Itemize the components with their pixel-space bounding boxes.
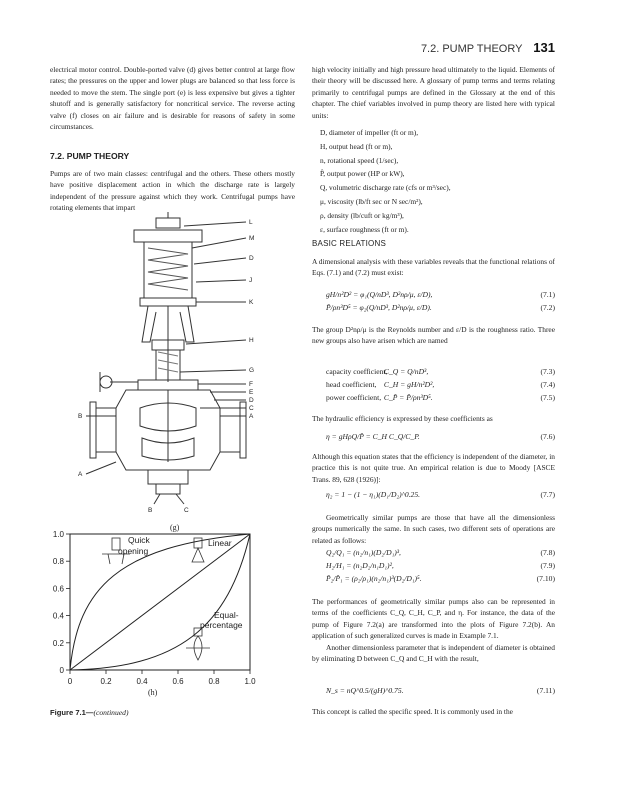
equation-7-3: capacity coefficient, C_Q = Q/nD³, (7.3) [326, 367, 555, 376]
callout-K: K [249, 299, 254, 306]
equation-7-8: Q₂/Q₁ = (n₂/n₁)(D₂/D₁)³, (7.8) [326, 548, 555, 557]
linear-plug-icon [194, 538, 202, 548]
variable-item: D, diameter of impeller (ft or m), [320, 128, 419, 137]
x-tick: 0.2 [100, 677, 112, 686]
percentage-label: percentage [200, 620, 243, 630]
y-tick: 0.2 [52, 638, 64, 648]
linear-label: Linear [208, 538, 232, 548]
left-intro-paragraph: electrical motor control. Double-ported valve (d) gives better control at large flow rates; the pressures on the upper and lower plugs are balanced so that less force is needed to move the stem. The single port (e) is less expensive but gives a tighter shutoff and is generally satisfactory for noncritical service. The reverse acting valve (f) closes on air failure and is desirable for reasons of safety in some circumstances. [50, 65, 295, 132]
y-tick: 0.8 [52, 557, 64, 567]
header-section: 7.2. PUMP THEORY [420, 43, 523, 55]
x-tick: 1.0 [244, 677, 256, 686]
y-tick: 0.4 [52, 611, 64, 621]
right-paragraph-6: Geometrically similar pumps are those that have all the dimensionless groups numerically the same. In such cases, two different sets of operations are related as follows: [312, 513, 555, 545]
right-paragraph-3: The group D²nρ/μ is the Reynolds number and ε/D is the roughness ratio. Three new groups also have arisen which are named [312, 325, 555, 346]
y-tick: 0 [59, 666, 64, 675]
variable-item: P̂, output power (HP or kW), [320, 169, 405, 179]
equation-7-4: head coefficient, C_H = gH/n²D², (7.4) [326, 380, 555, 389]
callout-A-right: A [249, 413, 254, 420]
variable-item: Q, volumetric discharge rate (cfs or m³/sec), [320, 183, 451, 193]
figure-h-flow-characteristics [38, 528, 278, 688]
equation-7-11: N_s = nQ^0.5/(gH)^0.75. (7.11) [326, 686, 555, 695]
equation-7-5: power coefficient, C_P̂ = P̂/ρn³D⁵. (7.5) [326, 393, 555, 402]
callout-H: H [249, 337, 254, 344]
x-tick: 0 [67, 677, 73, 686]
figure-caption [50, 708, 128, 717]
opening-label: opening [118, 546, 149, 556]
quick-label: Quick [128, 535, 150, 545]
x-tick: 0.8 [208, 677, 220, 686]
equation-7-10: P̂₂/P̂₁ = (ρ₂/ρ₁)(n₂/n₁)³(D₂/D₁)⁵. (7.10) [326, 574, 555, 583]
right-paragraph-1: high velocity initially and high pressure head ultimately to the liquid. Elements of their theory will be discussed here. A glossary of pump terms and terms relating primarily to centrifugal pumps are defined in the Glossary at the end of this chapter. The chief variables involved in pump theory are listed here with typical units: [312, 65, 555, 120]
equation-7-7: η₂ = 1 − (1 − η₁)(D₁/D₂)^0.25. (7.7) [326, 490, 555, 499]
callout-C: C [249, 405, 254, 412]
section-title: 7.2. PUMP THEORY [50, 151, 130, 161]
variable-item: H, output head (ft or m), [320, 141, 393, 151]
page-number: 131 [533, 40, 555, 55]
right-paragraph-4: The hydraulic efficiency is expressed by these coefficients as [312, 414, 493, 423]
figure-g-valve-drawing [60, 212, 290, 520]
left-section-paragraph: Pumps are of two main classes: centrifugal and the others. These others mostly have positive displacement action in which the discharge rate is largely independent of the pressure against which they work. Centrifugal pumps have rotating elements that impart [50, 169, 295, 213]
callout-B-bottom: B [148, 507, 153, 514]
right-paragraph-7: The performances of geometrically similar pumps also can be represented in terms of the coefficients C_Q, C_H, C_P, and η. For instance, the data of the pump of Figure 7.2(a) are transformed into the plots of Figure 7.2(b). An application of such generalized curves is made in Example 7.1. [312, 597, 555, 641]
variable-item: ε, surface roughness (ft or m). [320, 224, 409, 234]
callout-J: J [249, 277, 253, 284]
callout-C-bottom: C [184, 507, 189, 514]
variable-item: μ, viscosity (lb/ft sec or N sec/m²), [320, 196, 423, 206]
callout-E: E [249, 389, 254, 396]
callout-F: F [249, 381, 253, 388]
callout-A-left: A [78, 471, 83, 478]
equation-7-9: H₂/H₁ = (n₂D₂/n₁D₁)², (7.9) [326, 561, 555, 570]
variable-list [320, 126, 555, 236]
callout-D: D [249, 397, 254, 404]
callout-L: L [249, 219, 253, 226]
variable-item: ρ, density (lb/cuft or kg/m³), [320, 210, 404, 220]
x-tick: 0.6 [172, 677, 184, 686]
basic-relations-title: BASIC RELATIONS [312, 239, 386, 248]
right-paragraph-9: This concept is called the specific speed. It is commonly used in the [312, 707, 513, 716]
variable-item: n, rotational speed (1/sec), [320, 155, 399, 165]
figure-caption-number: Figure 7.1— [50, 708, 94, 717]
equal-label: Equal- [214, 610, 239, 620]
figure-h-label: (h) [148, 688, 158, 697]
equation-7-6: η = gHρQ/P̂ = C_H C_Q/C_P. (7.6) [326, 432, 555, 441]
y-tick: 0.6 [52, 584, 64, 594]
figure-caption-text: (continued) [93, 708, 129, 717]
running-header [0, 40, 555, 55]
callout-M: M [249, 235, 255, 242]
equation-7-1: gH/n²D² = φ₁(Q/nD³, D²nρ/μ, ε/D), (7.1) [326, 290, 555, 299]
right-paragraph-5: Although this equation states that the efficiency is independent of the diameter, in practice this is not quite true. An empirical relation is due to Moody [ASCE Trans. 89, 628 (1926)]: [312, 452, 555, 484]
y-tick: 1.0 [52, 530, 64, 539]
equation-7-2: P̂/ρn³D⁵ = φ₂(Q/nD³, D²nρ/μ, ε/D). (7.2) [326, 303, 555, 312]
callout-D-top: D [249, 255, 254, 262]
figure-g-label: (g) [170, 523, 180, 532]
right-paragraph-8: Another dimensionless parameter that is independent of diameter is obtained by eliminating D between C_Q and C_H with the result, [312, 643, 555, 664]
callout-G: G [249, 367, 255, 374]
x-tick: 0.4 [136, 677, 148, 686]
right-paragraph-2: A dimensional analysis with these variables reveals that the functional relations of Eqs. (7.1) and (7.2) must exist: [312, 257, 555, 278]
callout-B-left: B [78, 413, 83, 420]
